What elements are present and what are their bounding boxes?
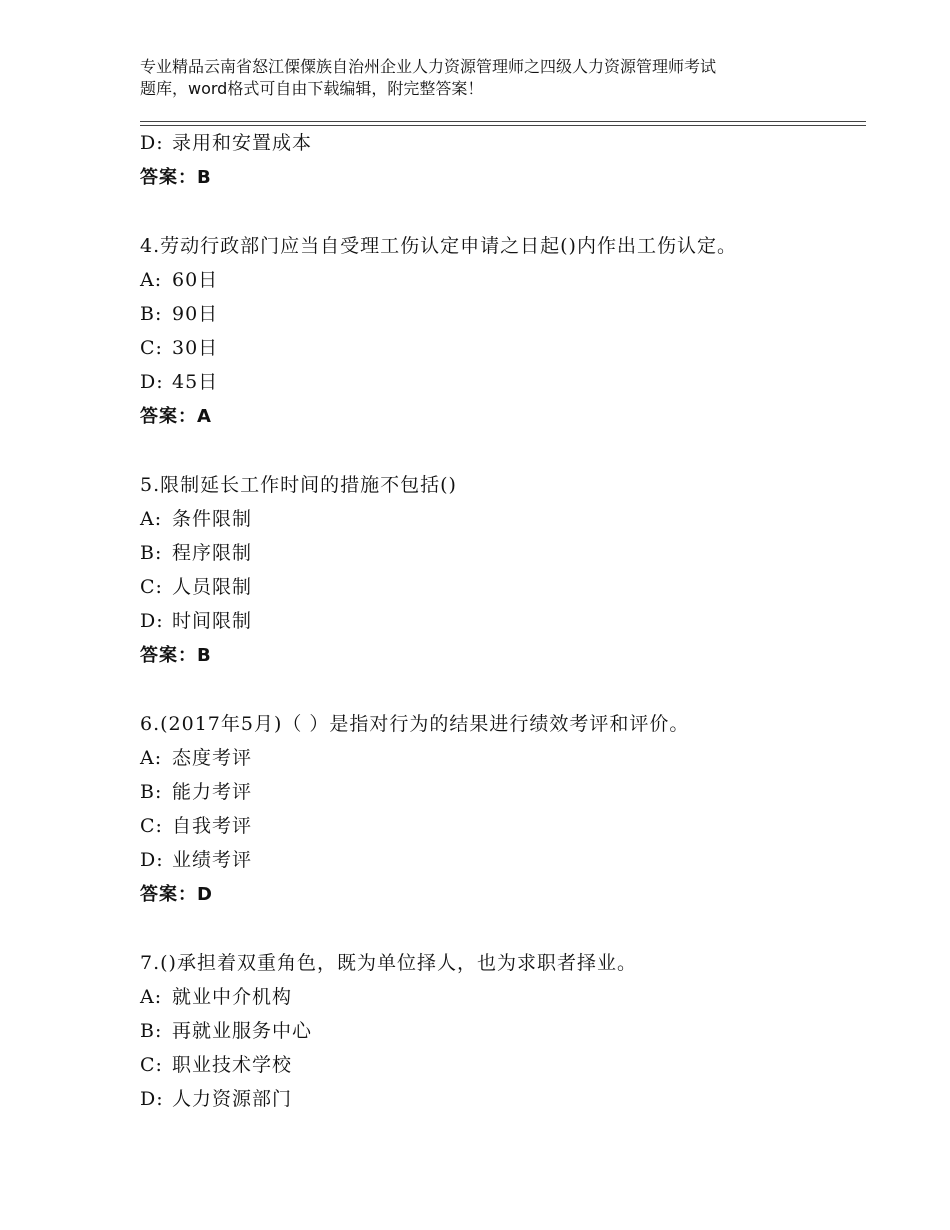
- option-label: D:: [140, 849, 164, 871]
- option-text: 再就业服务中心: [172, 1020, 313, 1042]
- option-label: C:: [140, 337, 163, 359]
- option-label: D:: [140, 1088, 164, 1110]
- q4-option-a: [140, 268, 218, 292]
- option-text: 程序限制: [172, 542, 253, 564]
- q6-stem: 6.(2017年5月)（ ）是指对行为的结果进行绩效考评和评价。: [140, 713, 690, 735]
- option-label: D:: [140, 132, 164, 154]
- option-label: C:: [140, 1054, 163, 1076]
- q5-answer: 答案：B: [140, 645, 212, 666]
- q5-option-a: [140, 507, 252, 531]
- q4-stem: 4.劳动行政部门应当自受理工伤认定申请之日起()内作出工伤认定。: [140, 235, 737, 257]
- q7-option-b: [140, 1019, 312, 1043]
- option-text: 职业技术学校: [172, 1054, 293, 1076]
- option-label: D:: [140, 371, 164, 393]
- q6-option-b: [140, 780, 252, 804]
- option-label: A:: [140, 269, 163, 291]
- option-text: 30日: [172, 337, 219, 359]
- option-text: 就业中介机构: [172, 986, 293, 1008]
- option-label: A:: [140, 508, 163, 530]
- option-label: B:: [140, 1020, 163, 1042]
- q5-option-d: [140, 609, 252, 633]
- header-rule-thick: [140, 121, 866, 122]
- header-title-line1: 专业精品云南省怒江傈僳族自治州企业人力资源管理师之四级人力资源管理师考试: [140, 57, 717, 76]
- option-label: D:: [140, 610, 164, 632]
- option-text: 能力考评: [172, 781, 253, 803]
- q5-option-c: [140, 575, 252, 599]
- option-label: A:: [140, 747, 163, 769]
- q4-option-c: [140, 336, 218, 360]
- prev-answer: 答案：B: [140, 167, 212, 188]
- option-label: B:: [140, 542, 163, 564]
- q5-option-b: [140, 541, 252, 565]
- option-text: 45日: [172, 371, 219, 393]
- q6-option-a: [140, 746, 252, 770]
- q4-answer: 答案：A: [140, 406, 212, 427]
- option-label: B:: [140, 303, 163, 325]
- q7-option-a: [140, 985, 292, 1009]
- document-header: [140, 56, 830, 100]
- prev-option-d: [140, 131, 312, 155]
- q7-option-c: [140, 1053, 292, 1077]
- q4-option-d: [140, 370, 218, 394]
- option-text: 录用和安置成本: [172, 132, 313, 154]
- option-label: C:: [140, 815, 163, 837]
- option-text: 态度考评: [172, 747, 253, 769]
- option-label: C:: [140, 576, 163, 598]
- q6-option-d: [140, 848, 252, 872]
- option-text: 人员限制: [172, 576, 253, 598]
- option-label: A:: [140, 986, 163, 1008]
- q7-stem: 7.()承担着双重角色，既为单位择人，也为求职者择业。: [140, 952, 637, 974]
- header-title-line2: 题库，word格式可自由下载编辑，附完整答案！: [140, 79, 484, 98]
- q4-option-b: [140, 302, 218, 326]
- option-text: 人力资源部门: [172, 1088, 293, 1110]
- option-text: 业绩考评: [172, 849, 253, 871]
- q6-option-c: [140, 814, 252, 838]
- option-label: B:: [140, 781, 163, 803]
- option-text: 条件限制: [172, 508, 253, 530]
- option-text: 自我考评: [172, 815, 253, 837]
- q5-stem: 5.限制延长工作时间的措施不包括(): [140, 474, 457, 496]
- option-text: 90日: [172, 303, 219, 325]
- q6-answer: 答案：D: [140, 884, 213, 905]
- option-text: 时间限制: [172, 610, 253, 632]
- header-rule-thin: [140, 125, 866, 126]
- q7-option-d: [140, 1087, 292, 1111]
- option-text: 60日: [172, 269, 219, 291]
